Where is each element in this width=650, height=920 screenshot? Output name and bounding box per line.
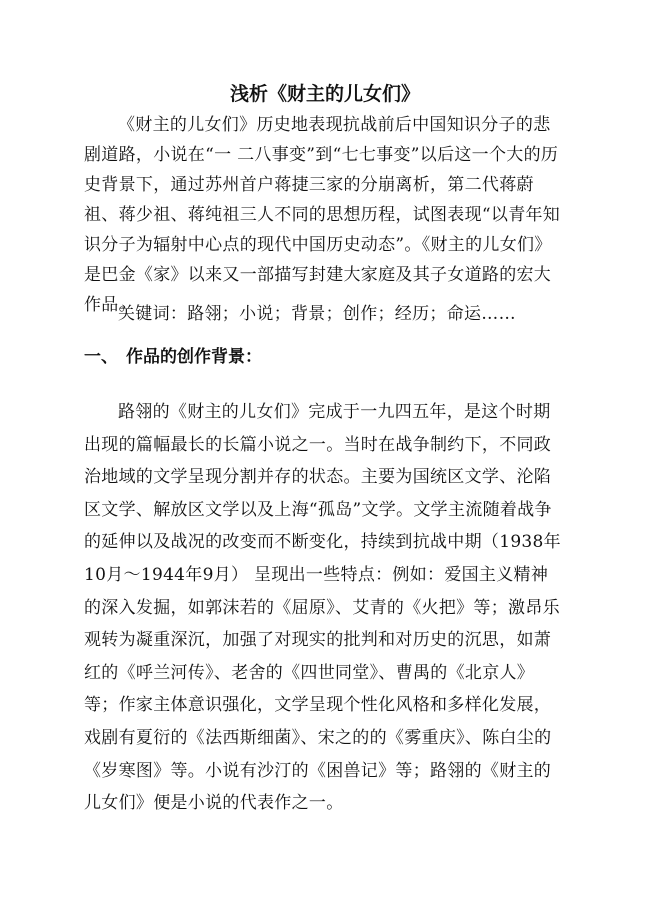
section-heading-text: 作品的创作背景： <box>126 347 262 367</box>
body-paragraph: 路翎的《财主的儿女们》完成于一九四五年，是这个时期出现的篇幅最长的长篇小说之一。当时在战争制约下，不同政治地域的文学呈现分割并存的状态。主要为国统区文学、沦陷区文学、解放区文学以及上海“孤岛”文学。文学主流随着战争的延伸以及战况的改变而不断变化，持续到抗战中期（1938年10月～1944年9月） 呈现出一些特点：例如：爱国主义精神的深入发掘，如郭沫若的《屈原》、艾青的《火把》等；激昂乐观转为凝重深沉，加强了对现实的批判和对历史的沉思，如萧红的《呼兰河传》、老舍的《四世同堂》、曹禺的《北京人》等；作家主体意识强化，文学呈现个性化风格和多样化发展，戏剧有夏衍的《法西斯细菌》、宋之的的《雾重庆》、陈白尘的《岁寒图》等。小说有沙汀的《困兽记》等；路翎的《财主的儿女们》便是小说的代表作之一。 <box>84 402 561 814</box>
abstract-paragraph: 《财主的儿女们》历史地表现抗战前后中国知识分子的悲剧道路，小说在“一 二八事变”到“七七事变”以后这一个大的历史背景下，通过苏州首户蒋捷三家的分崩离析，第二代蒋蔚祖、蒋少祖、蒋纯祖三人不同的思想历程，试图表现“以青年知识分子为辐射中心点的现代中国历史动态”。《财主的儿女们》是巴金《家》以来又一部描写封建大家庭及其子女道路的宏大作品。 <box>84 115 561 315</box>
section-heading <box>84 342 564 372</box>
keywords-line: 关键词：路翎；小说；背景；创作；经历；命运…… <box>118 304 516 324</box>
document-title: 浅析《财主的儿女们》 <box>229 83 420 105</box>
section-number: 一、 <box>84 347 118 367</box>
